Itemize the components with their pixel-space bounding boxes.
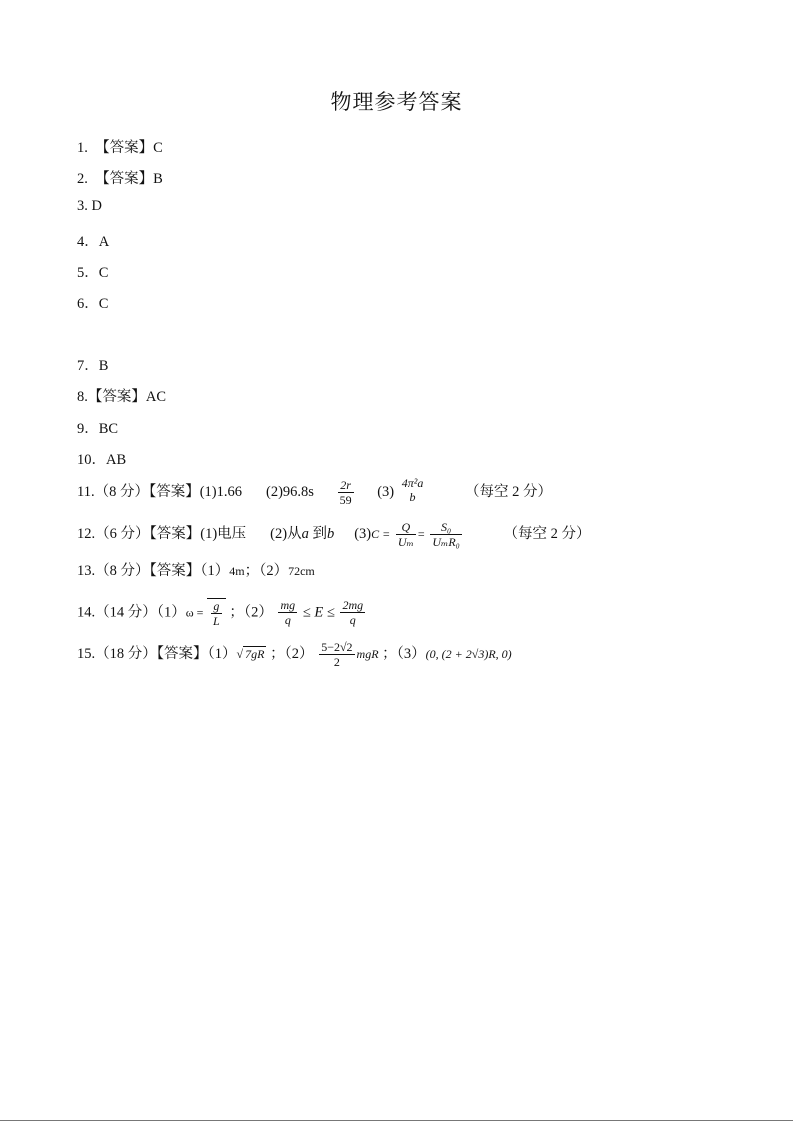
fraction-15: $\frac{5-2√2}{2}$ [321, 640, 353, 669]
answer-6: 6．C [77, 296, 109, 312]
answer-7: 7．B [77, 358, 109, 374]
answer-5: 5．C [77, 265, 109, 281]
answer-9: 9．BC [77, 421, 119, 437]
answer-14: 14.（14 分）（1）ω = $\frac{g}{L}$ ；（2） $\frac{mg}{q}$ ≤ E ≤ $\frac{2mg}{q}$ [77, 598, 364, 628]
fraction-14-1: $\frac{mg}{q}$ [280, 598, 296, 628]
fraction-11-1: $\frac{2r}{59}$ [339, 478, 352, 507]
sqrt-15: 7gR [245, 646, 265, 661]
fraction-14-2: $\frac{2mg}{q}$ [342, 598, 364, 628]
answer-1: 1. 【答案】C [77, 140, 163, 156]
coordinate-15: (0, (2 + 2√3)R, 0) [425, 646, 512, 661]
answer-11: 11.（8 分）【答案】(1)1.66 (2)96.8s $\frac{2r}{59}$ (3) 4π²a b （每空 2 分） [77, 475, 552, 507]
sqrt-14: $\frac{g}{L}$ [207, 598, 226, 628]
answer-2: 2. 【答案】B [77, 171, 163, 187]
fraction-12-2: $\frac{\text{S₀}}{\text{UₘR₀}}$ [432, 520, 460, 549]
fraction-12-1: $\frac{Q}{\text{Uₘ}}$ [397, 520, 414, 549]
answer-15: 15.（18 分）【答案】（1）√ 7gR ；（2） $\frac{5-2√2}{2}$ mgR ；（3）(0, (2 + 2√3)R, 0) [77, 640, 512, 669]
answer-4: 4．A [77, 234, 110, 250]
fraction-11-2: 4π²a b [401, 475, 424, 504]
page-title: 物理参考答案 [330, 90, 463, 114]
answer-8: 8.【答案】AC [77, 389, 167, 405]
answer-3: 3. D [77, 198, 102, 214]
page-bottom-rule [0, 1120, 793, 1121]
answer-10: 10．AB [77, 452, 127, 468]
answer-12: 12.（6 分）【答案】(1)电压 (2)从a 到b (3)C = $\frac{Q}{\text{Uₘ}}$ = $\frac{\text{S₀}}{\text{UₘR₀}}$ （每空 2 分） [77, 520, 591, 549]
answer-13: 13.（8 分）【答案】（1）4m；（2）72cm [77, 563, 315, 579]
